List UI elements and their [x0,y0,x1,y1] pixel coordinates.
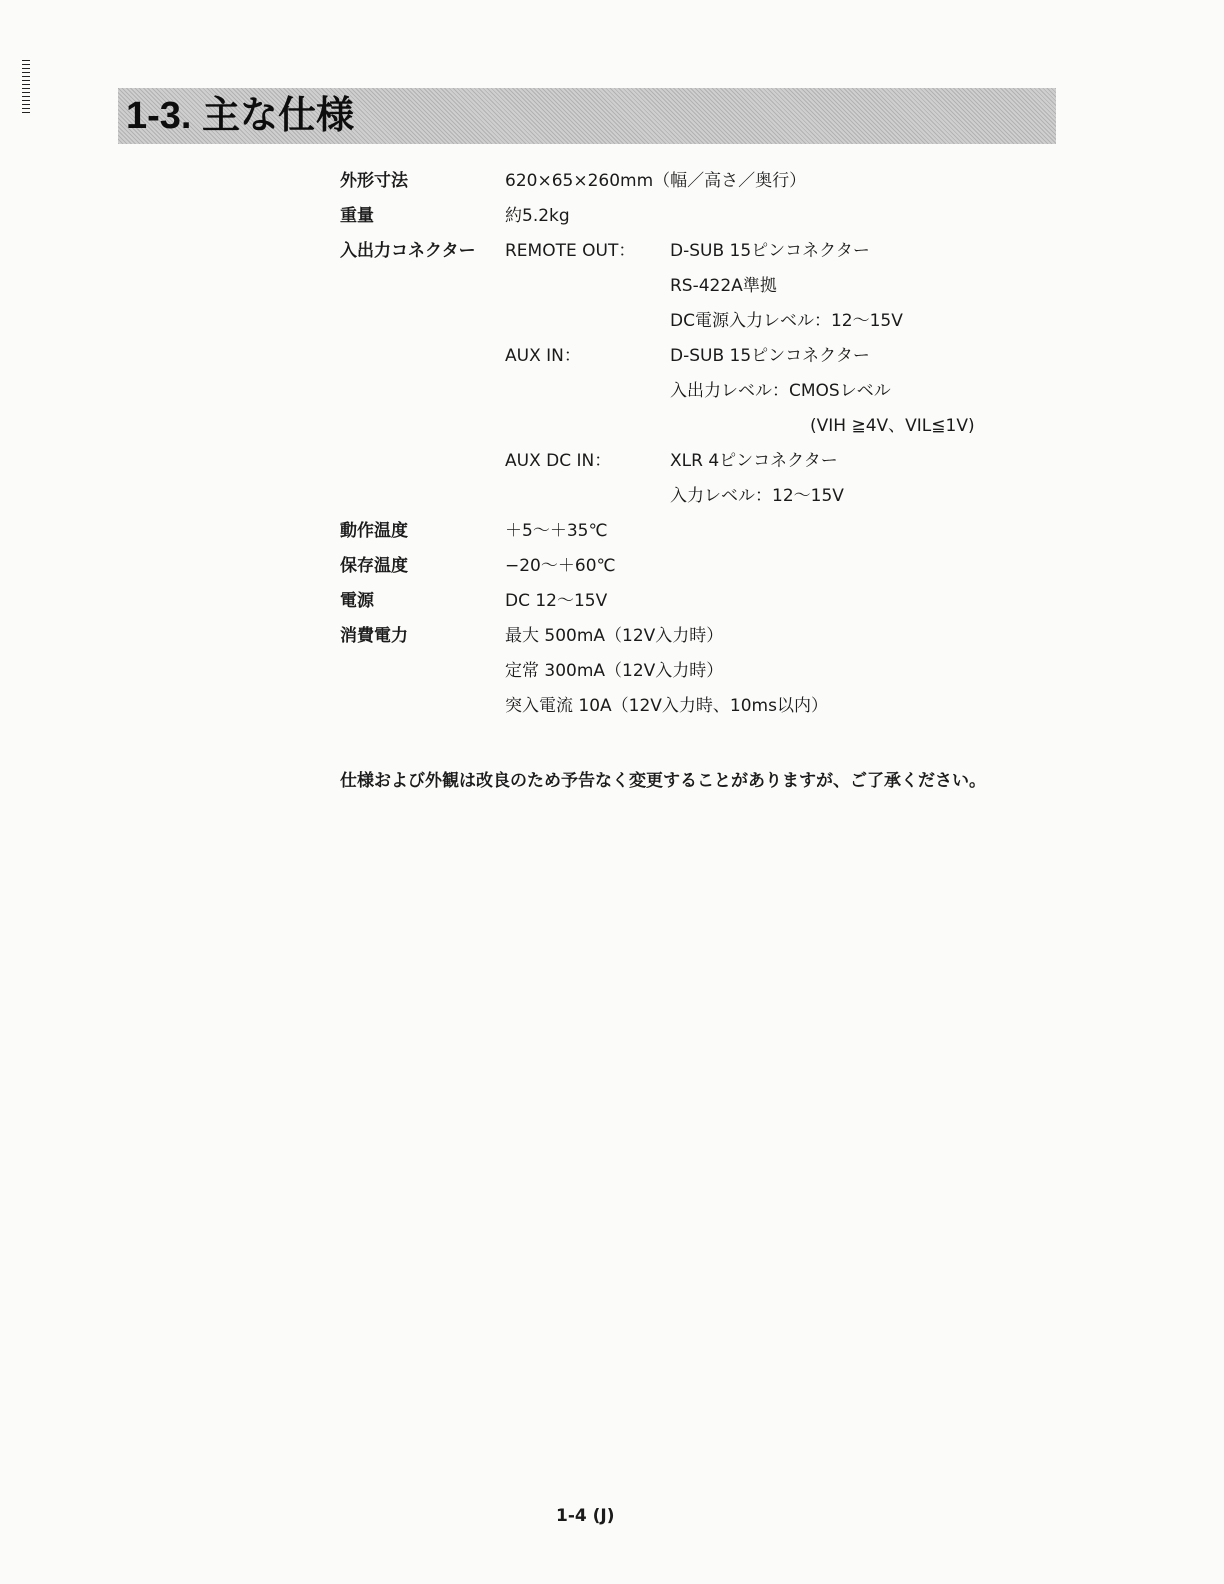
spec-label-consumption: 消費電力 [340,626,408,646]
consumption-line: 突入電流 10A（12V入力時、10ms以内） [505,696,828,716]
spec-label-storage-temp: 保存温度 [340,556,408,576]
spec-label-dimensions: 外形寸法 [340,171,408,191]
spec-label-power: 電源 [340,591,374,611]
spec-value-power: DC 12〜15V [505,591,608,611]
connector-name-aux-in: AUX IN： [505,346,581,366]
spec-value-storage-temp: −20〜＋60℃ [505,556,616,576]
aux-dc-in-line: 入力レベル：12〜15V [670,486,844,506]
spec-value-weight: 約5.2kg [505,206,570,226]
remote-out-line: DC電源入力レベル：12〜15V [670,311,903,331]
spec-value-operating-temp: ＋5〜＋35℃ [505,521,608,541]
remote-out-line: D-SUB 15ピンコネクター [670,241,870,261]
page-number: 1-4 (J) [556,1506,615,1526]
section-title-bar [118,88,1056,144]
spec-value-dimensions: 620×65×260mm（幅／高さ／奥行） [505,171,807,191]
spec-label-weight: 重量 [340,206,374,226]
aux-in-threshold: (VIH ≧4V、VIL≦1V) [810,416,975,436]
connector-name-remote-out: REMOTE OUT： [505,241,636,261]
connector-name-aux-dc-in: AUX DC IN： [505,451,612,471]
aux-dc-in-line: XLR 4ピンコネクター [670,451,838,471]
aux-in-line: 入出力レベル：CMOSレベル [670,381,891,401]
consumption-line: 最大 500mA（12V入力時） [505,626,724,646]
spec-change-note: 仕様および外観は改良のため予告なく変更することがありますが、ご了承ください。 [340,771,986,791]
spec-label-operating-temp: 動作温度 [340,521,408,541]
scan-edge-marks [22,60,30,116]
spec-label-connectors: 入出力コネクター [340,241,476,261]
aux-in-line: D-SUB 15ピンコネクター [670,346,870,366]
consumption-line: 定常 300mA（12V入力時） [505,661,724,681]
remote-out-line: RS-422A準拠 [670,276,777,296]
section-title: 1-3. 主な仕様 [126,95,355,137]
